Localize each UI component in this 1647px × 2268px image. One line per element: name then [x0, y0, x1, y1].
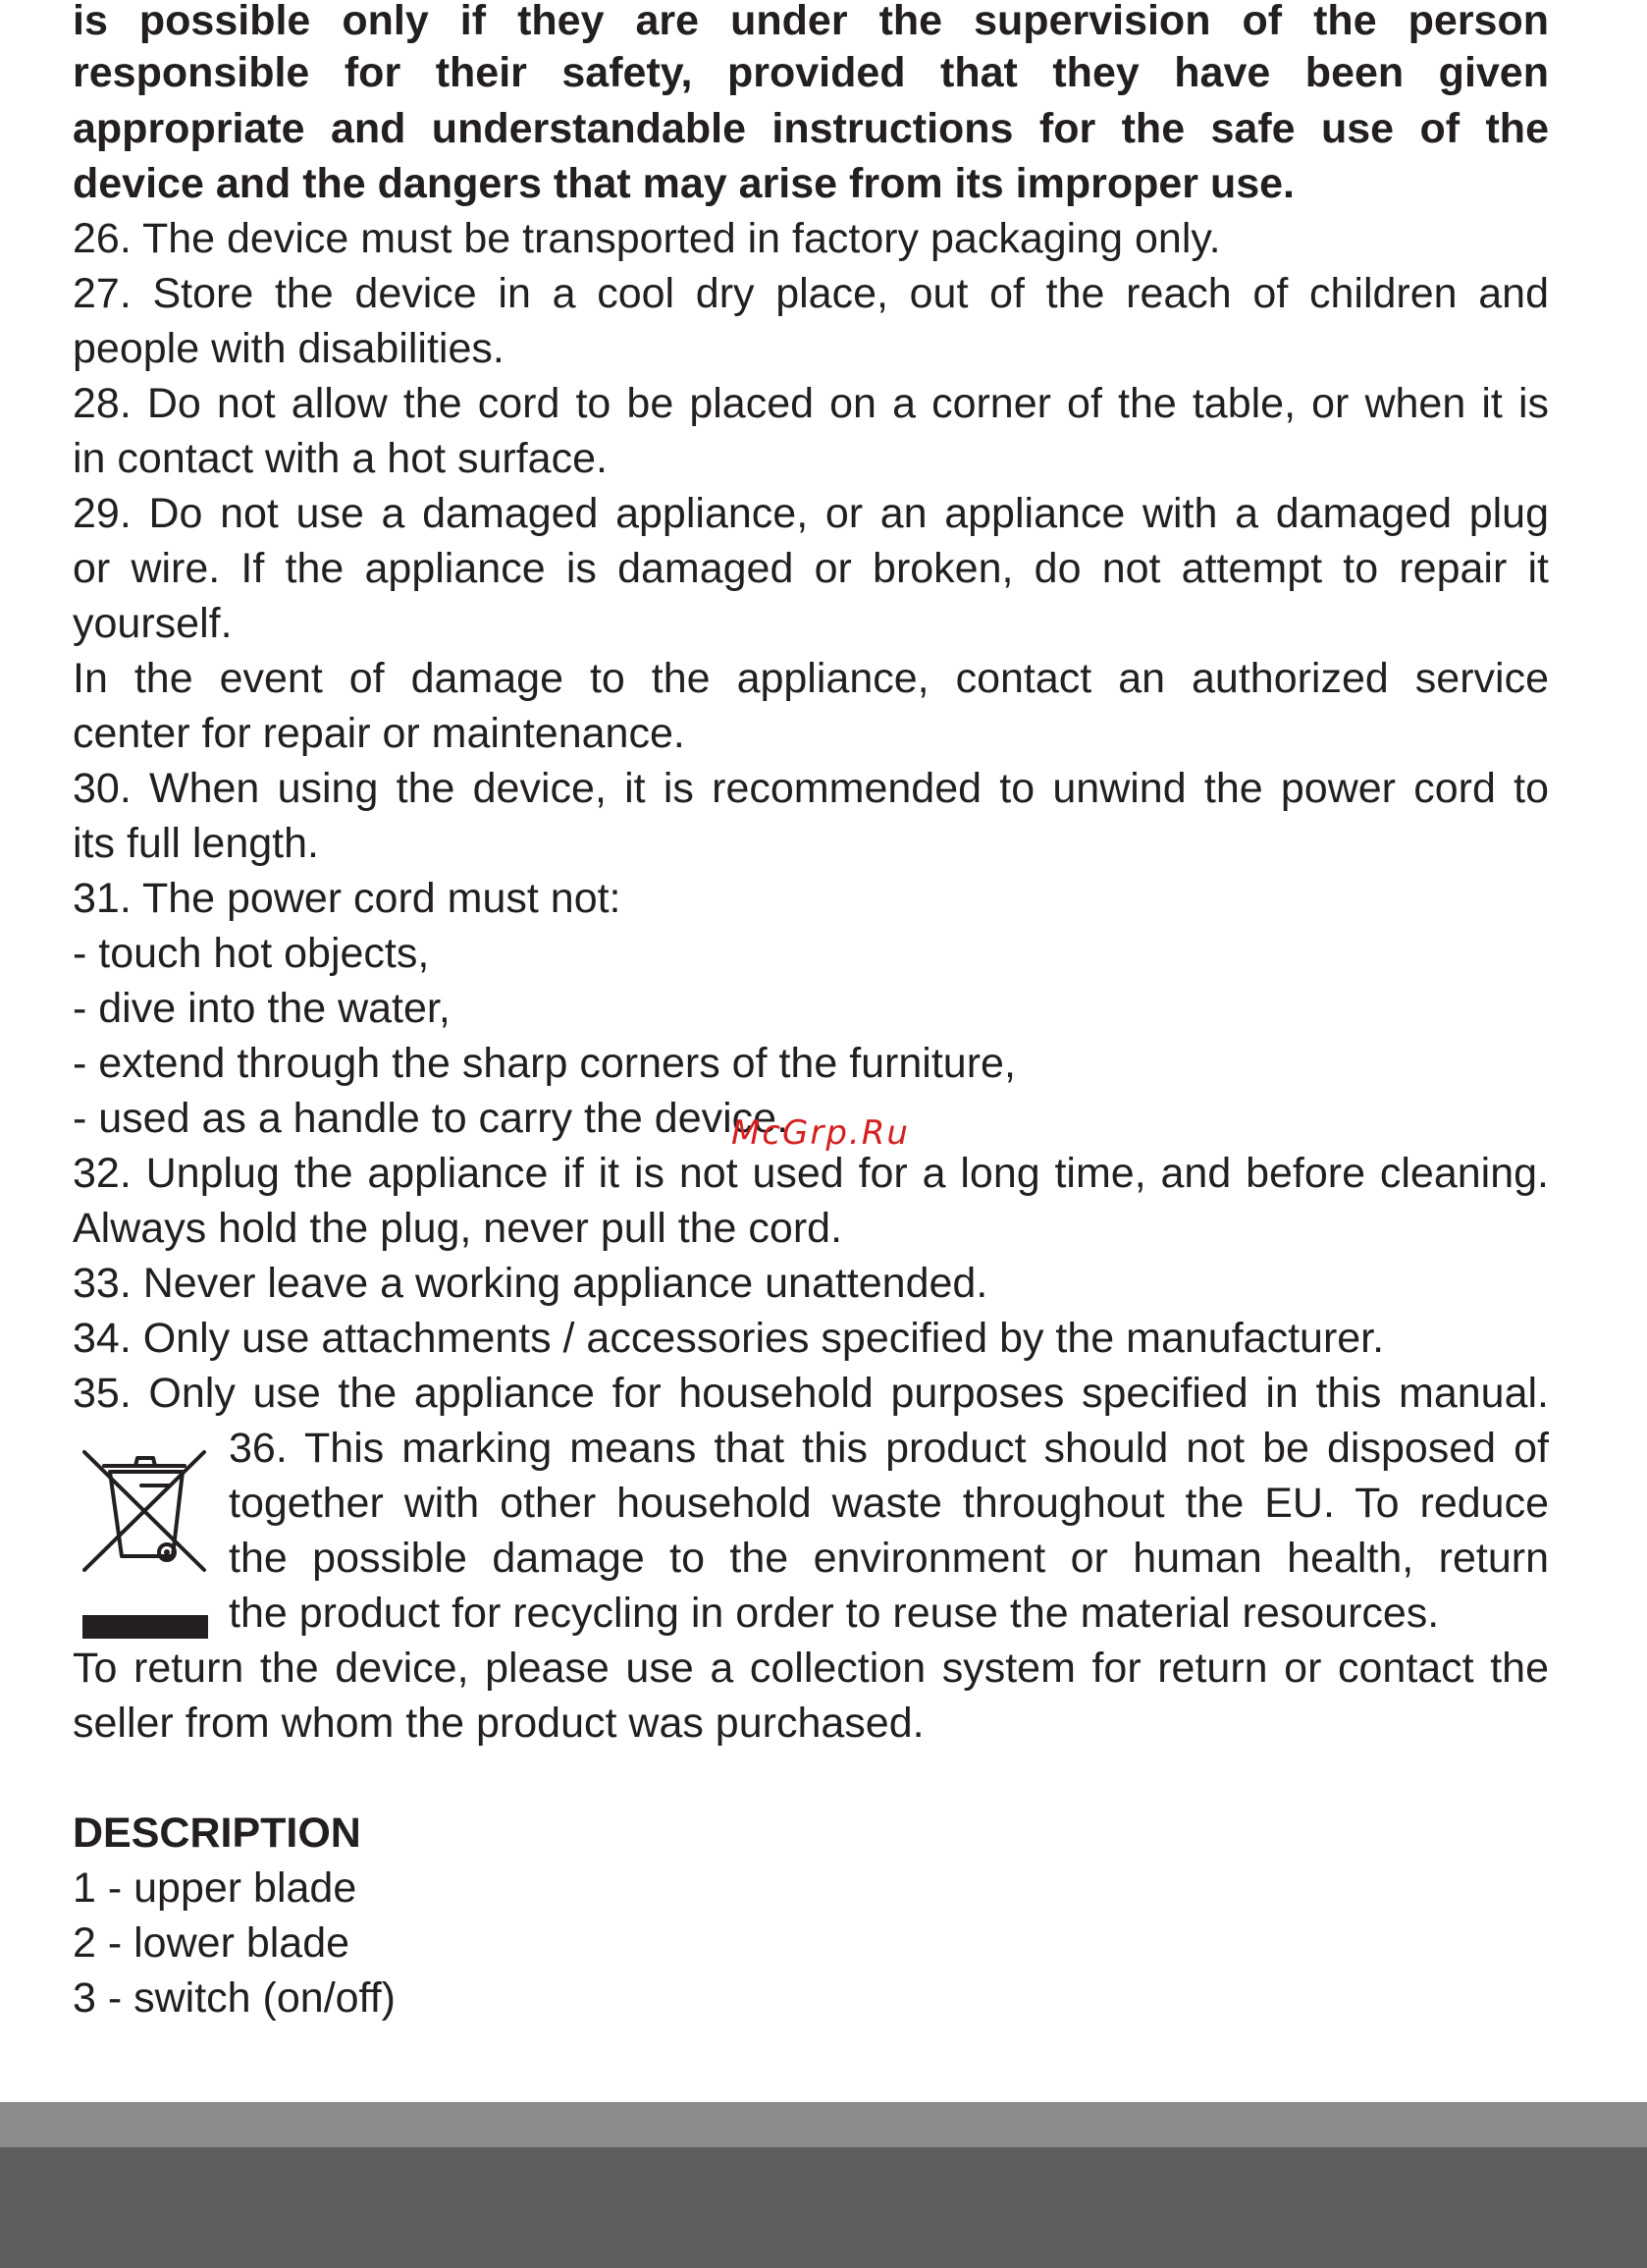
item-29-line-5: center for repair or maintenance. — [73, 710, 685, 757]
item-33: 33. Never leave a working appliance unattended. — [73, 1260, 988, 1307]
item-36-line-2: together with other household waste throughout the EU. To reduce — [229, 1480, 1549, 1527]
item-31-line-1: 31. The power cord must not: — [73, 875, 621, 922]
warning-line-4: device and the dangers that may arise from its improper use. — [73, 160, 1296, 207]
item-26: 26. The device must be transported in factory packaging only. — [73, 215, 1221, 262]
crossed-out-wheelie-bin-icon — [82, 1438, 208, 1641]
description-part-1: 1 - upper blade — [73, 1864, 357, 1912]
item-32-line-2: Always hold the plug, never pull the cord. — [73, 1205, 843, 1252]
item-29-line-4: In the event of damage to the appliance, contact an authorized service — [73, 655, 1549, 702]
watermark-text: McGrp.Ru — [731, 1113, 910, 1153]
return-line-1: To return the device, please use a collection system for return or contact the — [73, 1645, 1549, 1692]
description-part-2: 2 - lower blade — [73, 1919, 350, 1967]
item-30-line-2: its full length. — [73, 820, 319, 867]
item-28-line-1: 28. Do not allow the cord to be placed on a corner of the table, or when it is — [73, 380, 1549, 427]
item-29-line-2: or wire. If the appliance is damaged or broken, do not attempt to repair it — [73, 545, 1549, 592]
item-31-bullet-1: - touch hot objects, — [73, 930, 430, 977]
item-27-line-2: people with disabilities. — [73, 325, 505, 372]
item-36-line-1: 36. This marking means that this product should not be disposed of — [229, 1425, 1549, 1472]
description-heading: DESCRIPTION — [73, 1809, 361, 1857]
item-30-line-1: 30. When using the device, it is recommended to unwind the power cord to — [73, 765, 1549, 812]
item-34: 34. Only use attachments / accessories specified by the manufacturer. — [73, 1315, 1385, 1362]
description-part-3: 3 - switch (on/off) — [73, 1974, 396, 2022]
warning-line-3: appropriate and understandable instructions for the safe use of the — [73, 105, 1549, 152]
item-32-line-1: 32. Unplug the appliance if it is not used for a long time, and before cleaning. — [73, 1150, 1549, 1197]
item-36-line-4: the product for recycling in order to reuse the material resources. — [229, 1590, 1440, 1637]
item-36-line-3: the possible damage to the environment or human health, return — [229, 1535, 1549, 1582]
footer-band-dark — [0, 2147, 1647, 2268]
item-31-bullet-4: - used as a handle to carry the device. — [73, 1095, 789, 1142]
item-29-line-3: yourself. — [73, 600, 233, 647]
warning-line-1: is possible only if they are under the supervision of the person — [73, 0, 1549, 44]
item-27-line-1: 27. Store the device in a cool dry place, out of the reach of children and — [73, 270, 1549, 317]
item-29-line-1: 29. Do not use a damaged appliance, or an appliance with a damaged plug — [73, 490, 1549, 537]
item-31-bullet-2: - dive into the water, — [73, 985, 451, 1032]
item-35: 35. Only use the appliance for household purposes specified in this manual. — [73, 1370, 1549, 1417]
item-31-bullet-3: - extend through the sharp corners of the furniture, — [73, 1040, 1016, 1087]
return-line-2: seller from whom the product was purchased. — [73, 1700, 925, 1747]
item-28-line-2: in contact with a hot surface. — [73, 435, 608, 482]
footer-band-light — [0, 2102, 1647, 2147]
warning-line-2: responsible for their safety, provided that they have been given — [73, 49, 1549, 96]
